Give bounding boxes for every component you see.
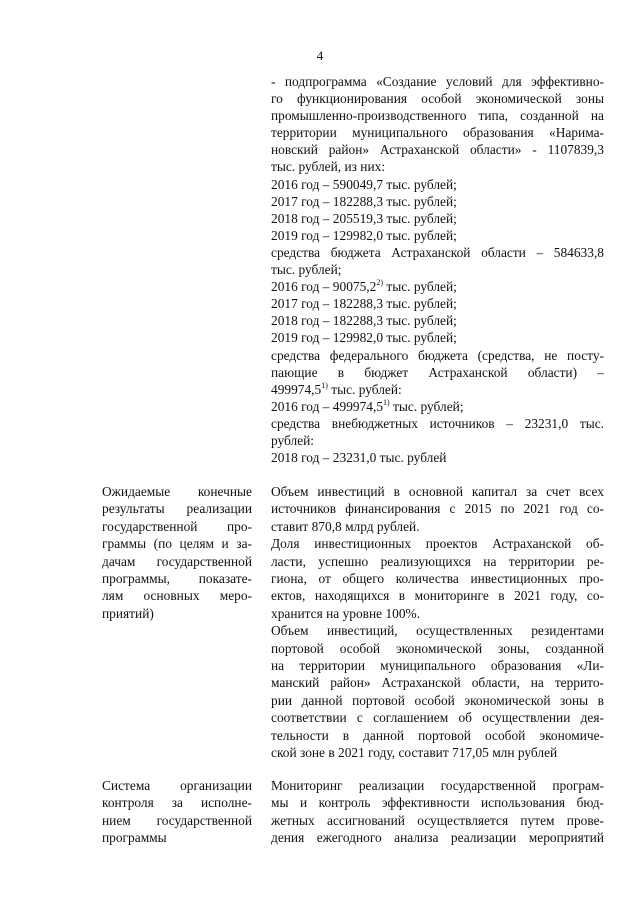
text-line: территории муниципального образования «Нарима- xyxy=(271,125,604,141)
label-line: Система организации xyxy=(102,778,252,793)
expected-results-content xyxy=(271,483,604,762)
content-line: манский район» Астраханской области, на террито- xyxy=(271,675,604,691)
content-line: мы и контроль эффективности использования бюд- xyxy=(271,795,604,811)
amount-text: 499974,5 xyxy=(271,381,322,397)
content-line: Объем инвестиций в основной капитал за счет всех xyxy=(271,484,604,499)
year-amount-line: 2018 год – 205519,3 тыс. рублей; xyxy=(271,210,457,226)
footnote-marker: 1) xyxy=(321,380,328,390)
amount-unit: тыс. рублей: xyxy=(327,381,402,397)
content-line: тельности в данной портовой особой экономиче- xyxy=(271,727,604,743)
amount-unit: тыс. рублей; xyxy=(389,398,464,414)
label-line: контроля за исполне- xyxy=(102,795,252,811)
text-line: промышленно-производственного типа, созданной на xyxy=(271,108,604,124)
text-line: тыс. рублей; xyxy=(271,262,342,278)
content-line: Мониторинг реализации государственной програм- xyxy=(271,778,604,793)
label-line: программы xyxy=(102,830,167,846)
content-line: ектов, находящихся в мониторинге в 2021 году, со- xyxy=(271,588,604,604)
label-line: программы, показате- xyxy=(102,571,252,587)
content-line: гиона, от общего количества инвестиционных про- xyxy=(271,571,604,587)
year-amount-line: 2017 год – 182288,3 тыс. рублей; xyxy=(271,193,457,209)
text-line: - подпрограмма «Создание условий для эффективно- xyxy=(271,74,604,89)
amount-text: 2016 год – 499974,5 xyxy=(271,398,384,414)
control-system-label xyxy=(102,777,252,847)
amount-line xyxy=(271,381,604,398)
text-line: го функционирования особой экономической зоны xyxy=(271,91,604,107)
year-amount-line: 2018 год – 23231,0 тыс. рублей xyxy=(271,450,447,466)
text-line: рублей: xyxy=(271,432,315,448)
text-line: средства федерального бюджета (средства, не посту- xyxy=(271,347,604,363)
year-amount-line: 2017 год – 182288,3 тыс. рублей; xyxy=(271,296,457,312)
footnote-marker: 1) xyxy=(383,397,390,407)
content-line: Объем инвестиций, осуществленных резидентами xyxy=(271,623,604,639)
expected-results-label xyxy=(102,483,252,622)
label-line: граммы (по целям и за- xyxy=(102,536,252,552)
content-line: на территории муниципального образования «Ли- xyxy=(271,658,604,674)
amount-text: 2016 год – 90075,2 xyxy=(271,279,377,295)
label-line: дачам государственной xyxy=(102,553,252,569)
content-line: соответствии с соглашением об осуществлении дея- xyxy=(271,710,604,726)
control-system-content xyxy=(271,777,604,847)
text-line: тыс. рублей, из них: xyxy=(271,159,386,175)
label-line: приятий) xyxy=(102,605,154,621)
year-amount-line: 2016 год – 590049,7 тыс. рублей; xyxy=(271,176,457,192)
content-line: Доля инвестиционных проектов Астраханской об- xyxy=(271,536,604,552)
content-line: ставит 870,8 млрд рублей. xyxy=(271,518,420,534)
label-line: результаты реализации xyxy=(102,501,252,517)
year-amount-line: 2018 год – 182288,3 тыс. рублей; xyxy=(271,313,457,329)
content-line: источников финансирования с 2015 по 2021 год со- xyxy=(271,501,604,517)
amount-unit: тыс. рублей; xyxy=(383,279,457,295)
text-line: средства внебюджетных источников – 23231,0 тыс. xyxy=(271,415,604,431)
footnote-marker: 2) xyxy=(376,278,383,288)
subprogram-funding-block xyxy=(271,73,604,466)
text-line: пающие в бюджет Астраханской области) – xyxy=(271,364,604,380)
year-amount-line: 2019 год – 129982,0 тыс. рублей; xyxy=(271,227,457,243)
label-line: Ожидаемые конечные xyxy=(102,484,252,499)
text-line: новский район» Астраханской области» - 1107839,3 xyxy=(271,142,604,158)
content-line: рии данной портовой особой экономической зоны в xyxy=(271,692,604,708)
content-line: дения ежегодного анализа реализации мероприятий xyxy=(271,830,604,846)
content-line: ской зоне в 2021 году, составит 717,05 млн рублей xyxy=(271,745,558,761)
page-number: 4 xyxy=(316,48,324,63)
content-line: портовой особой экономической зоны, созданной xyxy=(271,640,604,656)
content-line: ласти, успешно реализующихся на территории ре- xyxy=(271,553,604,569)
year-amount-line xyxy=(271,398,604,415)
label-line: нием государственной xyxy=(102,812,252,828)
label-line: государственной про- xyxy=(102,518,252,534)
year-amount-line: 2019 год – 129982,0 тыс. рублей; xyxy=(271,330,457,346)
label-line: лям основных меро- xyxy=(102,588,252,604)
content-line: хранится на уровне 100%. xyxy=(271,605,421,621)
text-line: средства бюджета Астраханской области – 584633,8 xyxy=(271,244,604,260)
content-line: жетных ассигнований осуществляется путем прове- xyxy=(271,812,604,828)
year-amount-line xyxy=(271,278,604,295)
